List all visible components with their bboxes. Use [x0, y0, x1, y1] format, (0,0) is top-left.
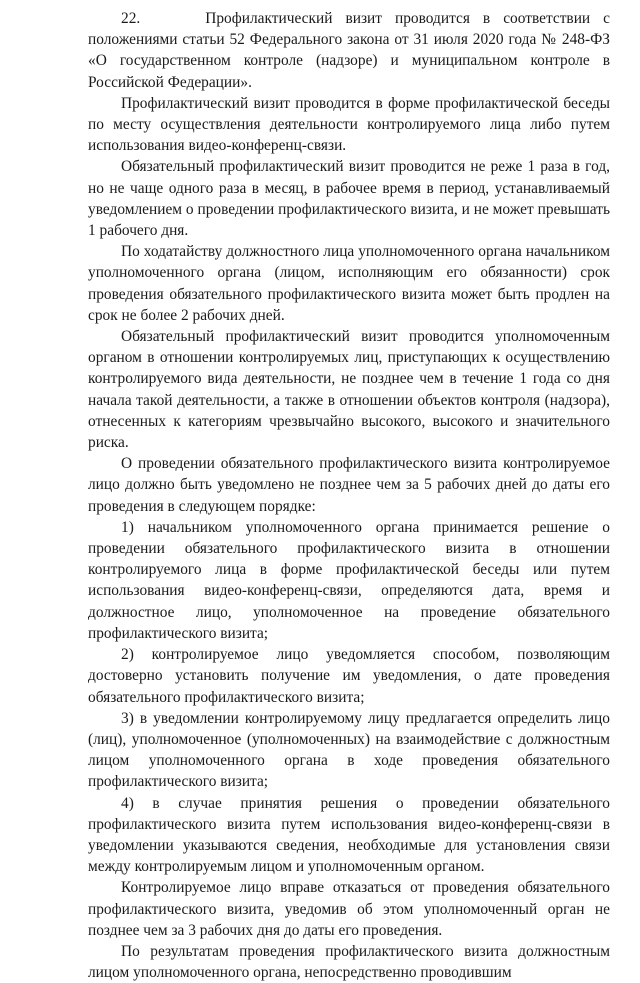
- list-item-2-notification: 2) контролируемое лицо уведомляется способом, позволяющим достоверно установить получение им уведомления, о дате проведения обязательного профилактического визита;: [88, 646, 610, 706]
- paragraph-visit-extension: По ходатайству должностного лица уполномоченного органа начальником уполномоченного органа (лицом, исполняющим его обязанности) срок проведения обязательного профилактического визита может быть продлен на срок не более 2 рабочих дней.: [88, 243, 610, 324]
- paragraph-visit-subjects: Обязательный профилактический визит проводится уполномоченным органом в отношении контролируемых лиц, приступающих к осуществлению контролируемого вида деятельности, не позднее чем в течение 1 года со дня начала такой деятельности, а также в отношении объектов контроля (надзора), отнесенных к категориям чрезвычайно высокого, высокого и значительного риска.: [88, 328, 610, 452]
- paragraph-notification-order: О проведении обязательного профилактического визита контролируемое лицо должно быть уведомлено не позднее чем за 5 рабочих дней до даты его проведения в следующем порядке:: [88, 455, 610, 515]
- list-item-3-representative: 3) в уведомлении контролируемому лицу предлагается определить лицо (лиц), уполномоченное (уполномоченных) на взаимодействие с должностным лицом уполномоченного органа в ходе проведения обязательного профилактического визита;: [88, 709, 610, 791]
- paragraph-refusal-right: Контролируемое лицо вправе отказаться от проведения обязательного профилактического визита, уведомив об этом уполномоченный орган не позднее чем за 3 рабочих дня до даты его проведения.: [88, 879, 610, 939]
- list-item-4-video-conference: 4) в случае принятия решения о проведении обязательного профилактического визита путем использования видео-конференц-связи в уведомлении указываются сведения, необходимые для установления связи между контролируемым лицом и уполномоченным органом.: [88, 794, 610, 876]
- list-item-1-decision: 1) начальником уполномоченного органа принимается решение о проведении обязательного профилактического визита в отношении контролируемого лица в форме профилактической беседы или путем использования видео-конференц-связи, определяются дата, время и должностное лицо, уполномоченное на проведение обязательного профилактического визита;: [88, 518, 610, 642]
- paragraph-visit-form: Профилактический визит проводится в форме профилактической беседы по месту осуществления деятельности контролируемого лица либо путем использования видео-конференц-связи.: [88, 94, 610, 155]
- paragraph-visit-frequency: Обязательный профилактический визит проводится не реже 1 раза в год, но не чаще одного раза в месяц, в рабочее время в период, устанавливаемый уведомлением о проведении профилактического визита, и не может превышать 1 рабочего дня.: [88, 158, 610, 240]
- paragraph-22-legal-basis: 22. Профилактический визит проводится в соответствии с положениями статьи 52 Федерального закона от 31 июля 2020 года № 248-ФЗ «О государственном контроле (надзоре) и муниципальном контроле в Российской Федерации».: [88, 10, 610, 91]
- paragraph-visit-results: По результатам проведения профилактического визита должностным лицом уполномоченного органа, непосредственно проводившим: [88, 942, 610, 982]
